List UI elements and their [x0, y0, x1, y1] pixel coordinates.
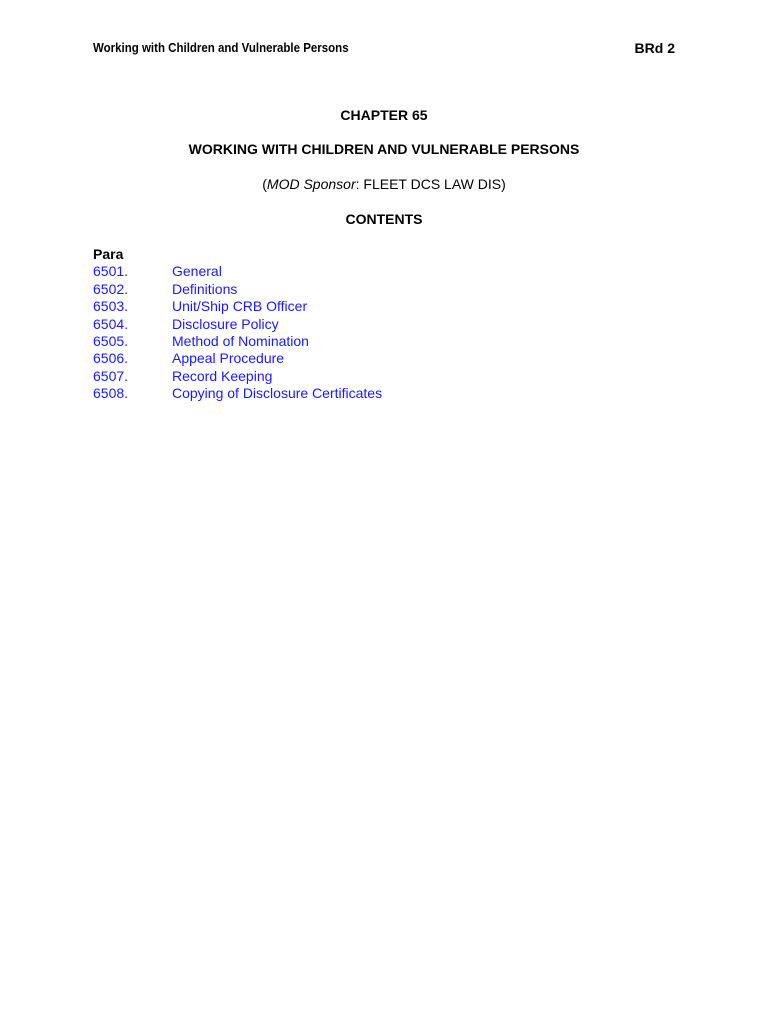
- toc-entry-6508[interactable]: [93, 385, 653, 402]
- running-header: [93, 41, 675, 61]
- chapter-subtitle: WORKING WITH CHILDREN AND VULNERABLE PERSONS: [188, 141, 580, 157]
- toc-entry-number[interactable]: 6508.: [93, 385, 129, 402]
- toc-entry-6505[interactable]: [93, 333, 653, 350]
- toc-entry-title[interactable]: General: [172, 263, 222, 280]
- toc-entry-number[interactable]: 6504.: [93, 315, 129, 332]
- toc-column-heading: Para: [93, 246, 124, 262]
- toc-entry-number[interactable]: 6505.: [93, 332, 129, 349]
- toc-entry-title[interactable]: Appeal Procedure: [172, 350, 285, 367]
- toc-entry-6506[interactable]: [93, 350, 653, 367]
- toc-entry-number[interactable]: 6503.: [93, 298, 129, 315]
- toc-entry-6502[interactable]: [93, 281, 653, 298]
- sponsor-label: MOD Sponsor: [266, 176, 356, 192]
- sponsor-separator: :: [355, 176, 364, 192]
- toc-entry-title[interactable]: Definitions: [172, 280, 238, 297]
- toc-entry-title[interactable]: Unit/Ship CRB Officer: [172, 298, 308, 315]
- table-of-contents: [93, 246, 653, 403]
- running-header-doc-ref: BRd 2: [634, 40, 675, 56]
- sponsor-open-paren: (: [262, 176, 267, 192]
- toc-entry-title[interactable]: Copying of Disclosure Certificates: [172, 385, 383, 402]
- toc-entry-6503[interactable]: [93, 298, 653, 315]
- toc-entry-6504[interactable]: [93, 316, 653, 333]
- toc-entry-title[interactable]: Disclosure Policy: [172, 315, 279, 332]
- toc-entry-6501[interactable]: [93, 263, 653, 280]
- toc-entry-6507[interactable]: [93, 368, 653, 385]
- sponsor-line: [0, 176, 768, 192]
- toc-entry-number[interactable]: 6506.: [93, 350, 129, 367]
- toc-entry-number[interactable]: 6502.: [93, 280, 129, 297]
- toc-entry-title[interactable]: Record Keeping: [172, 367, 273, 384]
- contents-heading: CONTENTS: [345, 211, 423, 227]
- running-header-title: Working with Children and Vulnerable Persons: [93, 41, 349, 55]
- toc-entry-number[interactable]: 6507.: [93, 367, 129, 384]
- toc-entry-title[interactable]: Method of Nomination: [172, 332, 309, 349]
- toc-entry-number[interactable]: 6501.: [93, 263, 129, 280]
- sponsor-value: FLEET DCS LAW DIS: [363, 176, 502, 192]
- sponsor-close-paren: ): [501, 176, 506, 192]
- chapter-title: CHAPTER 65: [340, 107, 428, 123]
